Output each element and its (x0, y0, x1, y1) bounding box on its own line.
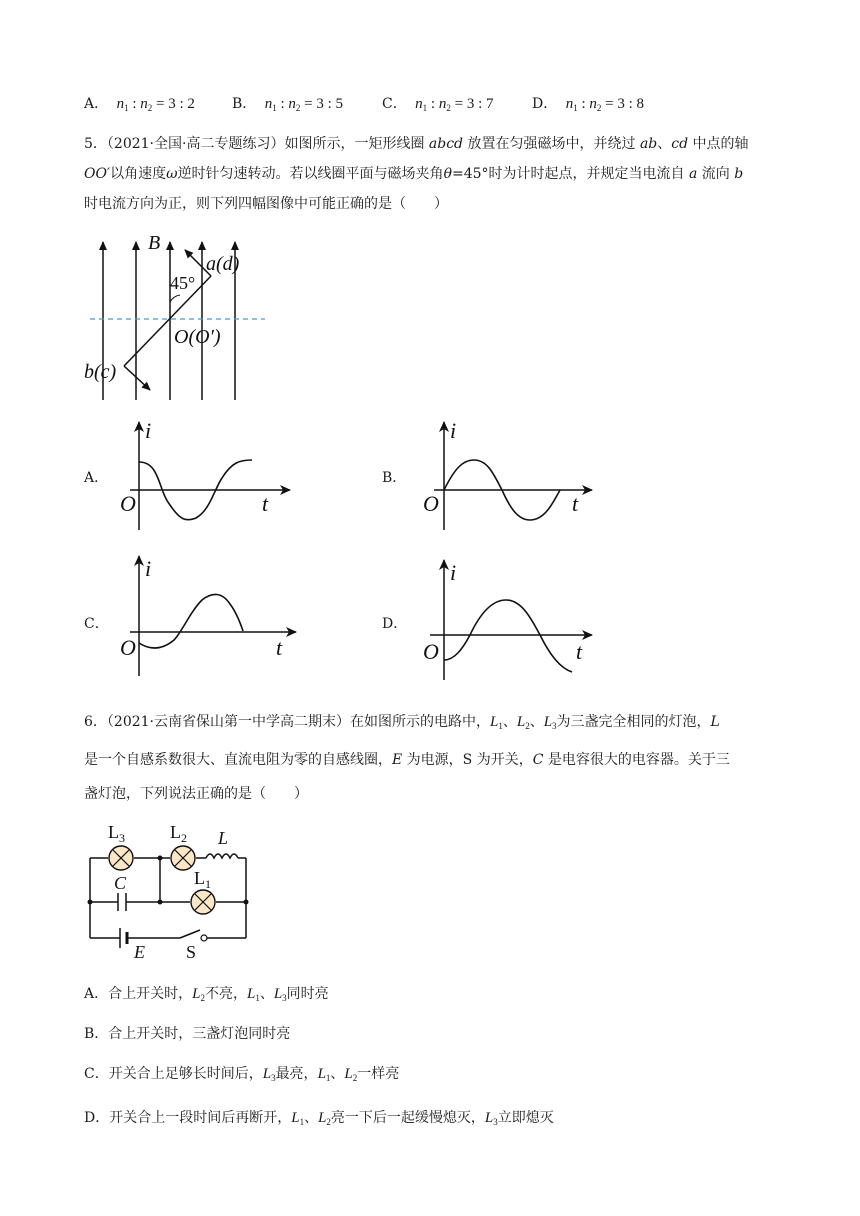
ratio-expression: $n_1$ : $n_2 = 3$ : 7 (415, 96, 494, 113)
q6-stem-line2: 是一个自感系数很大、直流电阻为零的自感线圈，E 为电源，S 为开关，C 是电容很大的电容器。关于三 (84, 752, 730, 768)
axis-label: O(O′) (174, 326, 221, 348)
q5-option-b-letter[interactable]: B． (382, 470, 407, 486)
q4-option-a[interactable]: A． $n_1$ : $n_2 = 3$ : 2 (84, 96, 195, 113)
q6-option-b[interactable]: B．合上开关时，三盏灯泡同时亮 (84, 1026, 291, 1042)
label-battery: E (134, 942, 145, 962)
origin-label: O (120, 635, 136, 660)
label-l1: $L_1$ (194, 868, 211, 891)
q6-option-c[interactable]: C．开关合上足够长时间后，$L_3$最亮，$L_1$、$L_2$一样亮 (84, 1066, 400, 1083)
bulb-l2 (171, 846, 195, 870)
field-label: B (148, 232, 161, 254)
point-a-label: a(d) (206, 253, 240, 275)
x-axis-label: t (262, 491, 269, 516)
x-axis-label: t (572, 491, 579, 516)
point-b-label: b(c) (84, 361, 117, 383)
q4-option-c[interactable]: C． $n_1$ : $n_2 = 3$ : 7 (382, 96, 494, 113)
x-axis-label: t (576, 639, 583, 664)
q5-option-c-letter[interactable]: C． (84, 616, 109, 632)
switch-blade (180, 930, 200, 938)
q5-stem-line3: 时电流方向为正，则下列四幅图像中可能正确的是（ ） (84, 196, 448, 212)
label-switch: S (186, 942, 197, 962)
label-l3: $L_3$ (108, 822, 125, 845)
q6-option-a[interactable]: A．合上开关时，$L_2$不亮，$L_1$、$L_3$同时亮 (84, 986, 329, 1003)
q5-stem-line1: 5．（2021·全国·高二专题练习）如图所示，一矩形线圈 abcd 放置在匀强磁场中，并绕过 ab、cd 中点的轴 (84, 136, 749, 152)
origin-label: O (120, 491, 136, 516)
q4-option-b[interactable]: B． $n_1$ : $n_2 = 3$ : 5 (232, 96, 344, 113)
q5-stem-line2: OO′以角速度ω逆时针匀速转动。若以线圈平面与磁场夹角θ=45°时为计时起点，并规定当电流自 a 流向 b (84, 166, 744, 182)
angle-label: 45° (170, 273, 196, 293)
y-axis-label: i (145, 556, 152, 581)
q6-stem-line1: 6．（2021·云南省保山第一中学高二期末）在如图所示的电路中，$L_1$、$L_2$、$L_3$为三盏完全相同的灯泡，L (84, 714, 720, 731)
inductor-coil (206, 854, 238, 858)
y-axis-label: i (450, 560, 457, 585)
ratio-expression: $n_1$ : $n_2 = 3$ : 2 (116, 96, 195, 113)
q6-option-d[interactable]: D．开关合上一段时间后再断开，$L_1$、$L_2$亮一下后一起缓慢熄灭，$L_3$立即熄灭 (84, 1110, 554, 1127)
switch-contact (201, 935, 207, 941)
label-inductor: L (218, 828, 229, 848)
ratio-expression: $n_1$ : $n_2 = 3$ : 5 (264, 96, 344, 113)
label-l2: $L_2$ (170, 822, 187, 845)
y-axis-label: i (145, 418, 152, 443)
bulb-l1 (191, 890, 215, 914)
bulb-l3 (109, 846, 133, 870)
q5-option-a-letter[interactable]: A． (84, 470, 109, 486)
label-capacitor: C (114, 873, 127, 893)
y-axis-label: i (450, 418, 457, 443)
origin-label: O (423, 639, 439, 664)
q6-stem-line3: 盏灯泡，下列说法正确的是（ ） (84, 786, 308, 802)
x-axis-label: t (276, 635, 283, 660)
q4-option-d[interactable]: D． $n_1$ : $n_2 = 3$ : 8 (532, 96, 644, 113)
ratio-expression: $n_1$ : $n_2 = 3$ : 8 (565, 96, 644, 113)
origin-label: O (423, 491, 439, 516)
q5-option-d-letter[interactable]: D． (382, 616, 408, 632)
